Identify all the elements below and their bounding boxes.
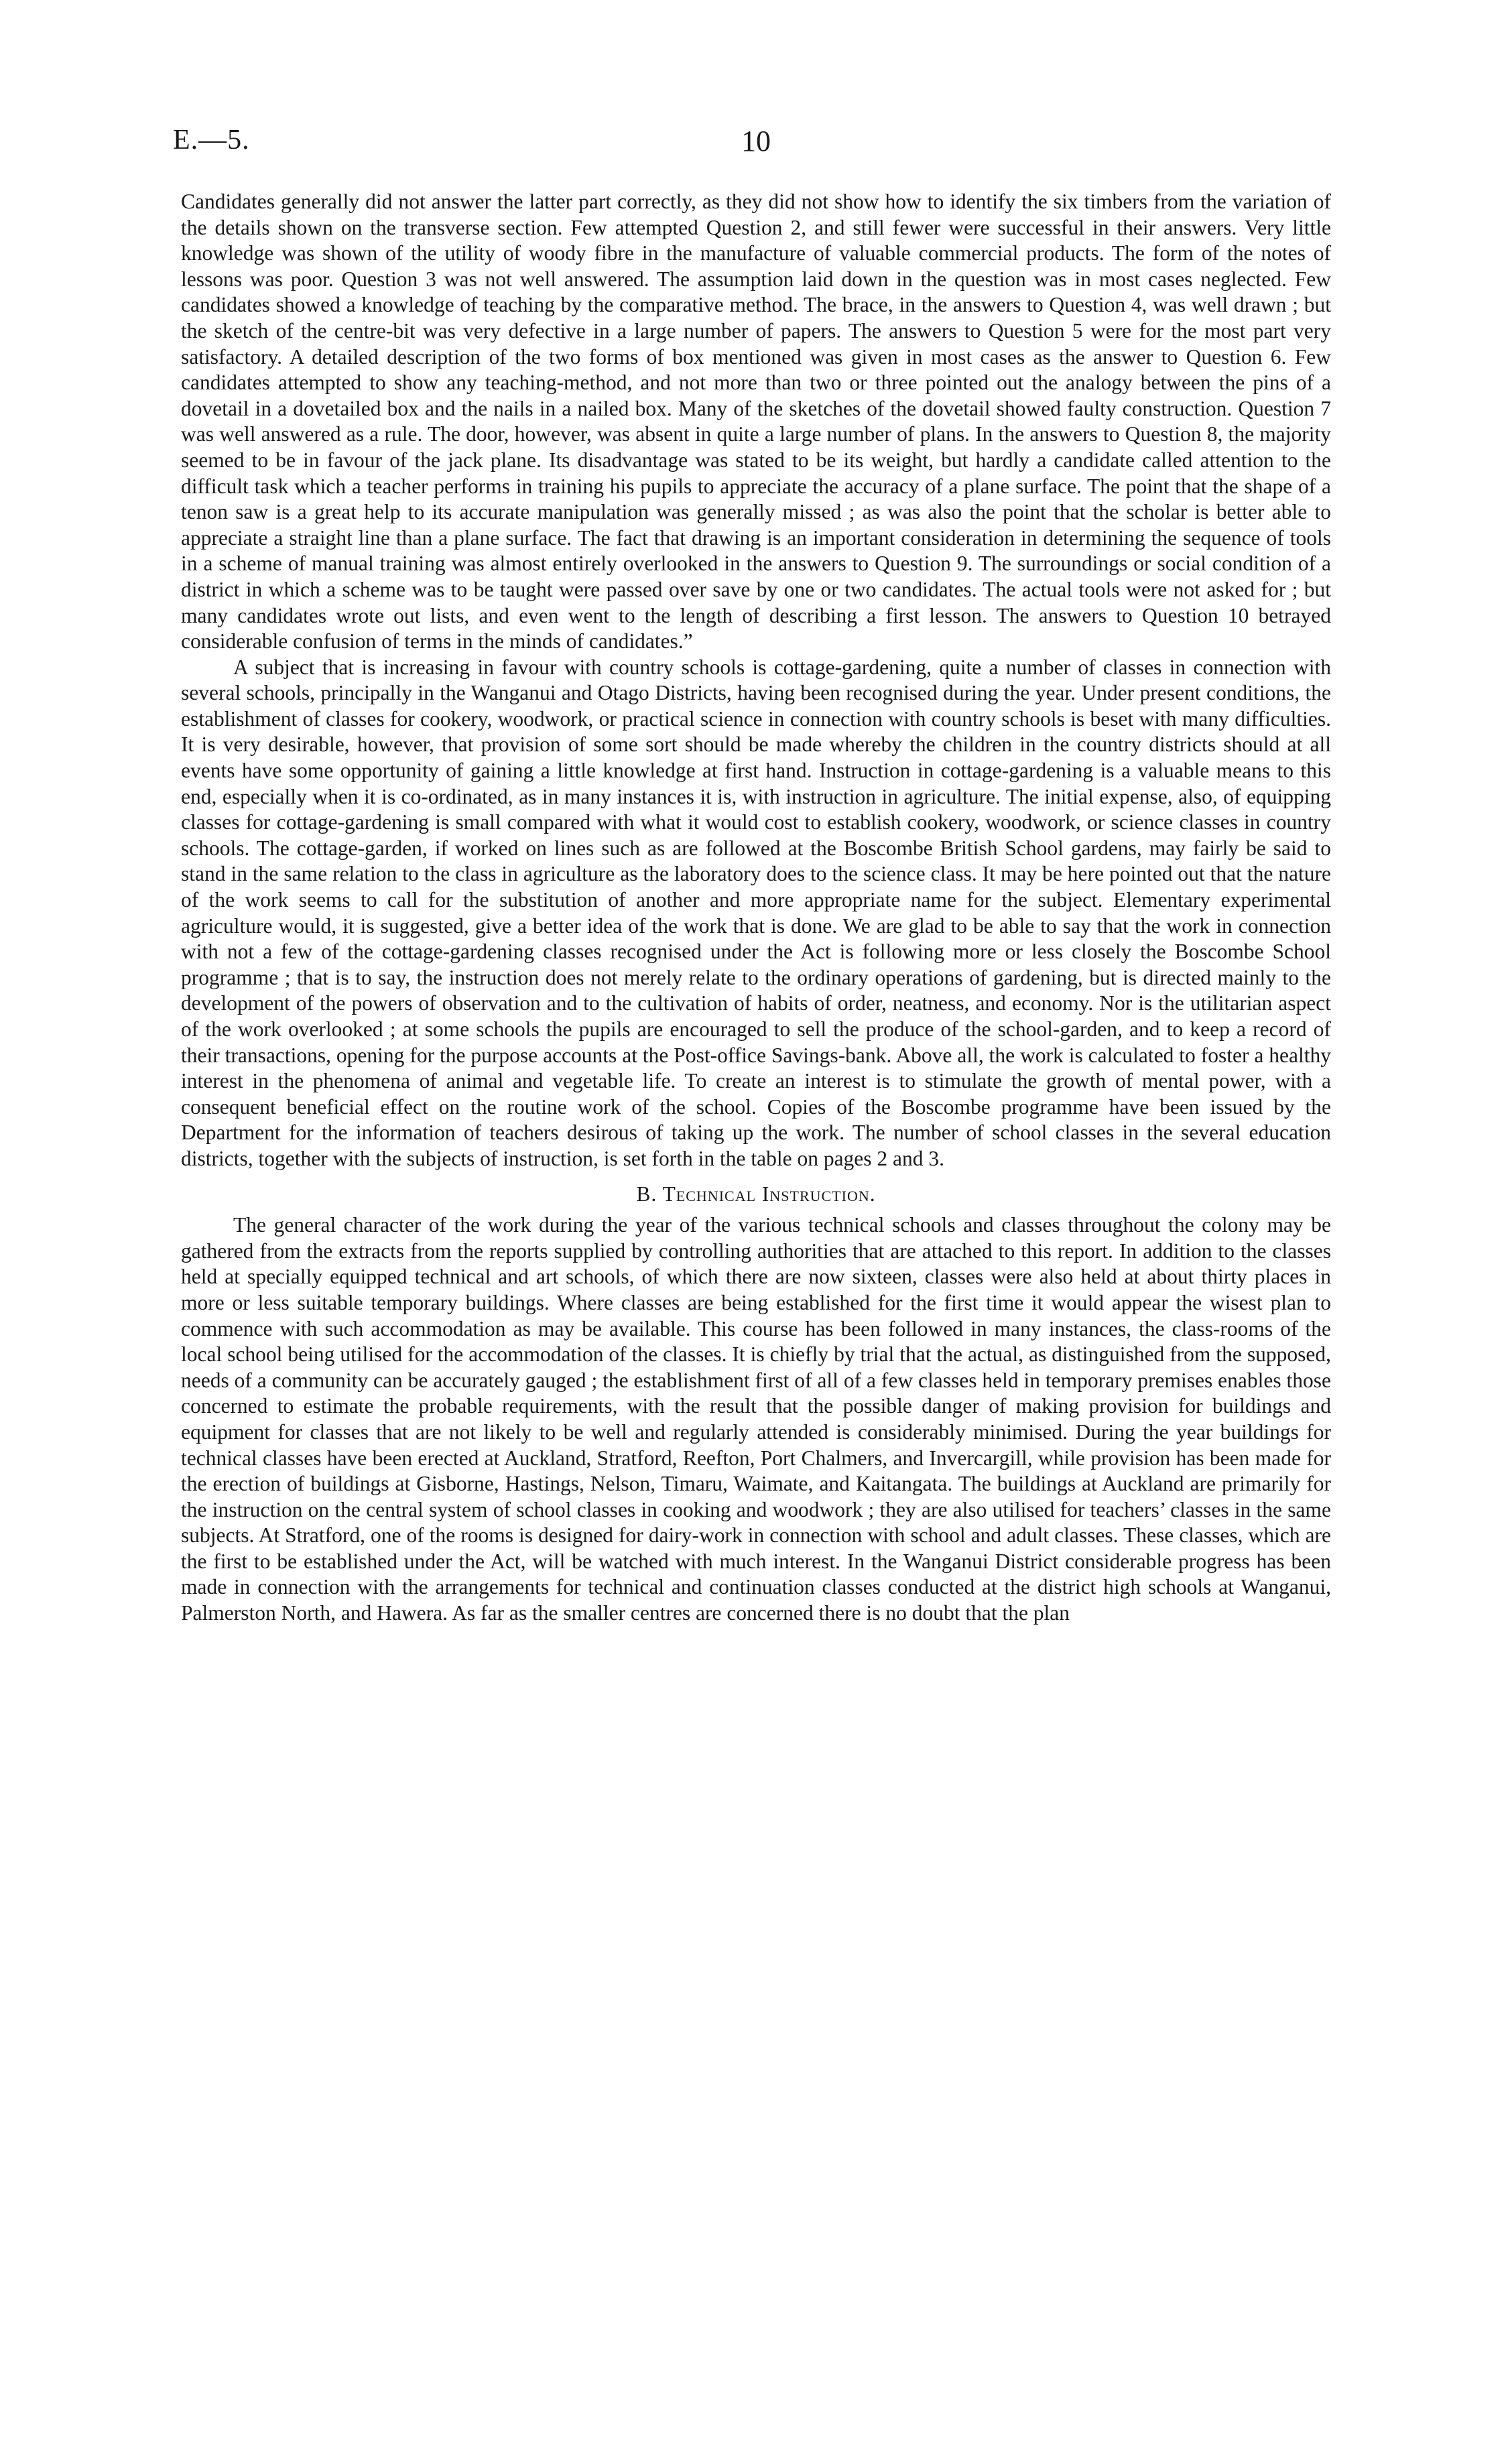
paragraph-cottage-gardening: A subject that is increasing in favour with country schools is cottage-gardening, quite a number of classes in connection with several schools, principally in the Wanganui and Otago Districts, having been recognised during the year. Under present conditions, the establishment of classes for cookery, woodwork, or practical science in connection with country schools is beset with many difficulties. It is very desirable, however, that provision of some sort should be made whereby the children in the country districts should at all events have some opportunity of gaining a little knowledge at first hand. Instruction in cottage-gardening is a valuable means to this end, especially when it is co-ordinated, as in many instances it is, with instruction in agriculture. The initial expense, also, of equipping classes for cottage-gardening is small compared with what it would cost to establish cookery, woodwork, or science classes in country schools. The cottage-garden, if worked on lines such as are followed at the Boscombe British School gardens, may fairly be said to stand in the same relation to the class in agriculture as the laboratory does to the science class. It may be here pointed out that the nature of the work seems to call for the substitution of another and more appropriate name for the subject. Elementary experimental agriculture would, it is suggested, give a better idea of the work that is done. We are glad to be able to say that the work in connection with not a few of the cottage-gardening classes recognised under the Act is following more or less closely the Boscombe School programme ; that is to say, the instruction does not merely relate to the ordinary operations of gardening, but is directed mainly to the development of the powers of observation and to the cultivation of habits of order, neatness, and economy. Nor is the utilitarian aspect of the work overlooked ; at some schools the pupils are encouraged to sell the produce of the school-garden, and to keep a record of their transactions, opening for the purpose accounts at the Post-office Savings-bank. Above all, the work is calculated to foster a healthy interest in the phenomena of animal and vegetable life. To create an interest is to stimulate the growth of mental power, with a consequent beneficial effect on the routine work of the school. Copies of the Boscombe programme have been issued by the Department for the information of teachers desirous of taking up the work. The number of school classes in the several education districts, together with the subjects of instruction, is set forth in the table on pages 2 and 3. [181,655,1331,1170]
paragraph-examiner-report-continued: Candidates generally did not answer the latter part correctly, as they did not show how to identify the six timbers from the variation of the details shown on the transverse section. Few attempted Question 2, and still fewer were successful in their answers. Very little knowledge was shown of the utility of woody fibre in the manufacture of valuable commercial products. The form of the notes of lessons was poor. Question 3 was not well answered. The assumption laid down in the question was in most cases neglected. Few candidates showed a knowledge of teaching by the comparative method. The brace, in the answers to Question 4, was well drawn ; but the sketch of the centre-bit was very defective in a large number of papers. The answers to Question 5 were for the most part very satisfactory. A detailed description of the two forms of box mentioned was given in most cases as the answer to Question 6. Few candidates attempted to show any teaching-method, and not more than two or three pointed out the analogy between the pins of a dovetail in a dovetailed box and the nails in a nailed box. Many of the sketches of the dovetail showed faulty construction. Question 7 was well answered as a rule. The door, however, was absent in quite a large number of plans. In the answers to Question 8, the majority seemed to be in favour of the jack plane. Its disadvantage was stated to be its weight, but hardly a candidate called attention to the difficult task which a teacher performs in training his pupils to appreciate the accuracy of a plane surface. The point that the shape of a tenon saw is a great help to its accurate manipulation was generally missed ; as was also the point that the scholar is better able to appreciate a straight line than a plane surface. The fact that drawing is an important consideration in determining the sequence of tools in a scheme of manual training was almost entirely overlooked in the answers to Question 9. The surroundings or social condition of a district in which a scheme was to be taught were passed over save by one or two candidates. The actual tools were not asked for ; but many candidates wrote out lists, and even went to the length of describing a first lesson. The answers to Question 10 betrayed considerable confusion of terms in the minds of candidates.” [181,190,1331,653]
document-reference: E.—5. [173,125,250,155]
section-heading-technical-instruction: B. Technical Instruction. [636,1182,876,1206]
page-header [173,124,1339,171]
body-text [181,189,1331,1627]
paragraph-technical-schools: The general character of the work during the year of the various technical schools and classes throughout the colony may be gathered from the extracts from the reports supplied by controlling authorities that are attached to this report. In addition to the classes held at specially equipped technical and art schools, of which there are now sixteen, classes were also held at about thirty places in more or less suitable temporary buildings. Where classes are being established for the first time it would appear the wisest plan to commence with such accommodation as may be available. This course has been followed in many instances, the class-rooms of the local school being utilised for the accommodation of the classes. It is chiefly by trial that the actual, as distinguished from the supposed, needs of a community can be accurately gauged ; the establishment first of all of a few classes held in temporary premises enables those concerned to estimate the probable requirements, with the result that the possible danger of making provision for buildings and equipment for classes that are not likely to be well and regularly attended is considerably minimised. During the year buildings for technical classes have been erected at Auckland, Stratford, Reefton, Port Chalmers, and Invercargill, while provision has been made for the erection of buildings at Gisborne, Hastings, Nelson, Timaru, Waimate, and Kaitangata. The buildings at Auckland are primarily for the instruction on the central system of school classes in cooking and woodwork ; they are also utilised for teachers’ classes in the same subjects. At Stratford, one of the rooms is designed for dairy-work in connection with school and adult classes. These classes, which are the first to be established under the Act, will be watched with much interest. In the Wanganui District considerable progress has been made in connection with the arrangements for technical and continuation classes conducted at the district high schools at Wanganui, Palmerston North, and Hawera. As far as the smaller centres are concerned there is no doubt that the plan [181,1213,1331,1625]
page-number: 10 [741,125,771,158]
